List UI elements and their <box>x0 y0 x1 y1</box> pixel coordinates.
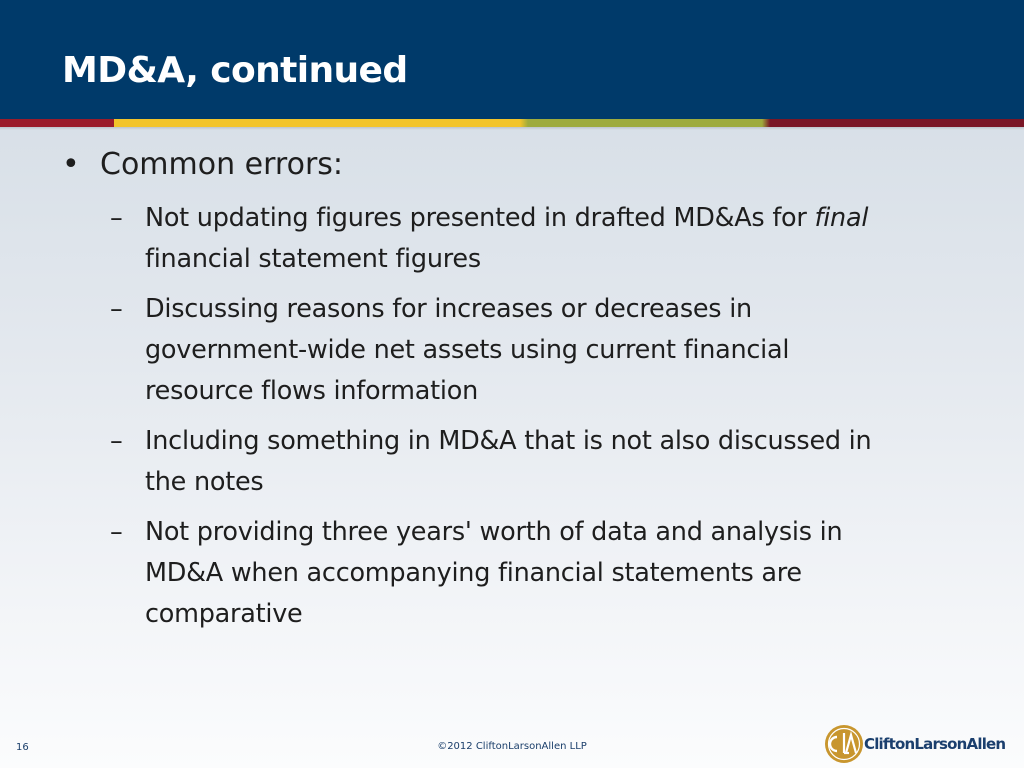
page-number: 16 <box>16 742 29 753</box>
sub-bullet-line: the notes <box>145 467 264 497</box>
logo-wordmark: CliftonLarsonAllen <box>864 735 1006 753</box>
dash-icon: – <box>110 426 123 456</box>
company-logo <box>824 724 1020 764</box>
sub-bullet-line <box>145 198 960 239</box>
dash-icon: – <box>110 517 123 547</box>
sub-bullet <box>110 198 960 280</box>
sub-bullet-line: government-wide net assets using current financial <box>145 335 790 365</box>
title-bar <box>0 0 1024 119</box>
emphasis-text: final <box>814 203 869 233</box>
dash-icon: – <box>110 203 123 233</box>
sub-bullet <box>110 512 960 635</box>
bullet-icon: • <box>62 147 80 182</box>
sub-bullet-line: financial statement figures <box>145 244 481 274</box>
main-bullet-text: Common errors: <box>100 147 344 182</box>
cla-logo-icon <box>824 724 864 764</box>
dash-icon: – <box>110 294 123 324</box>
accent-stripe <box>0 119 1024 127</box>
sub-bullet-line: Discussing reasons for increases or decreases in <box>145 294 752 324</box>
sub-bullet-line: comparative <box>145 599 303 629</box>
sub-bullet-line: MD&A when accompanying financial statements are <box>145 558 802 588</box>
sub-bullet-line: Including something in MD&A that is not also discussed in <box>145 426 872 456</box>
copyright-notice: ©2012 CliftonLarsonAllen LLP <box>437 741 587 752</box>
sub-bullet-line: resource flows information <box>145 376 478 406</box>
sub-bullet <box>110 421 960 503</box>
sub-bullet-line: Not providing three years' worth of data and analysis in <box>145 517 843 547</box>
sub-bullet-list <box>110 198 960 644</box>
sub-bullet-text: Not updating figures presented in drafted MD&As for <box>145 203 815 233</box>
stripe-shadow <box>0 127 1024 130</box>
sub-bullet <box>110 289 960 412</box>
slide-title: MD&A, continued <box>62 50 408 91</box>
